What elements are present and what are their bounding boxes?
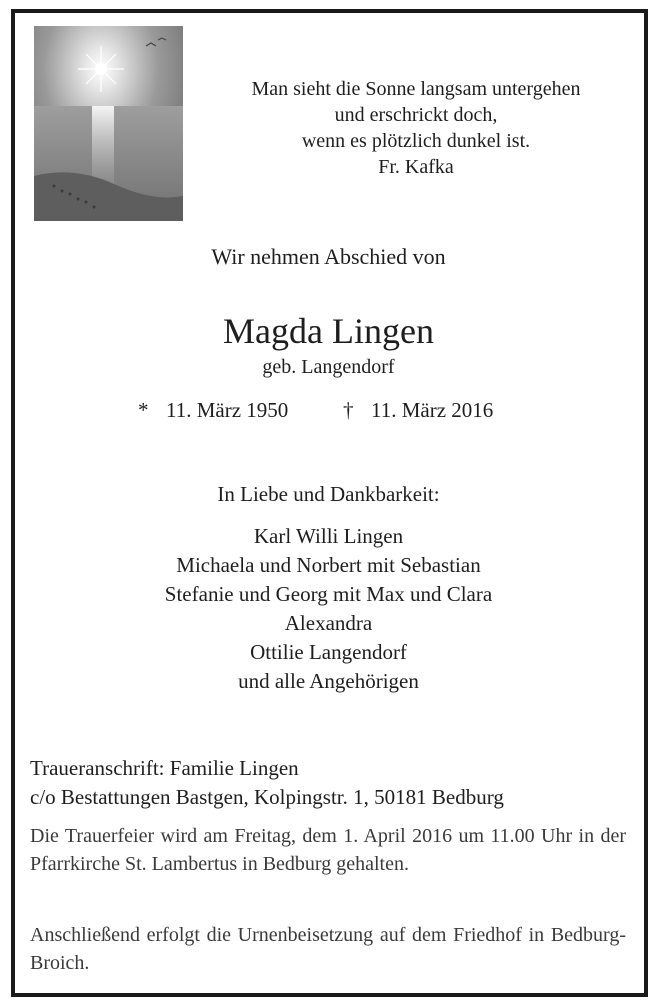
quote-line: und erschrickt doch, (334, 104, 498, 126)
address-line: Traueranschrift: Familie Lingen (30, 756, 299, 780)
death-date: 11. März 2016 (371, 398, 494, 422)
mourners-list (0, 522, 657, 696)
mourner-entry: Stefanie und Georg mit Max und Clara (164, 582, 493, 606)
ceremony-paragraph: Die Trauerfeier wird am Freitag, dem 1. April 2016 um 11.00 Uhr in der Pfarrkirche St. Lambertus in Bedburg gehalten. (30, 825, 626, 875)
mourner-entry: und alle Angehörigen (238, 669, 419, 693)
quote-line: wenn es plötzlich dunkel ist. (301, 130, 531, 152)
mourning-address (30, 754, 630, 812)
birth-date-group (138, 398, 288, 423)
birth-date: 11. März 1950 (166, 398, 289, 422)
kafka-quote (200, 76, 632, 180)
cross-icon: † (343, 398, 354, 422)
maiden-name: geb. Langendorf (262, 356, 395, 378)
mourner-entry: Alexandra (284, 611, 373, 635)
mourner-entry: Karl Willi Lingen (253, 524, 404, 548)
deceased-name: Magda Lingen (223, 311, 434, 351)
mourner-entry: Ottilie Langendorf (250, 640, 407, 664)
burial-paragraph: Anschließend erfolgt die Urnenbeisetzung auf dem Friedhof in Bedburg-Broich. (30, 924, 626, 974)
birth-star-icon: * (138, 398, 149, 422)
mourner-entry: Michaela und Norbert mit Sebastian (176, 553, 481, 577)
quote-line: Man sieht die Sonne langsam untergehen (251, 78, 581, 100)
intro-text: Wir nehmen Abschied von (211, 244, 446, 269)
death-date-group (343, 398, 493, 423)
quote-author: Fr. Kafka (378, 156, 454, 178)
sunset-sea-photo (34, 26, 183, 221)
gratitude-heading: In Liebe und Dankbarkeit: (217, 482, 440, 506)
address-line: c/o Bestattungen Bastgen, Kolpingstr. 1, 50181 Bedburg (30, 785, 504, 809)
